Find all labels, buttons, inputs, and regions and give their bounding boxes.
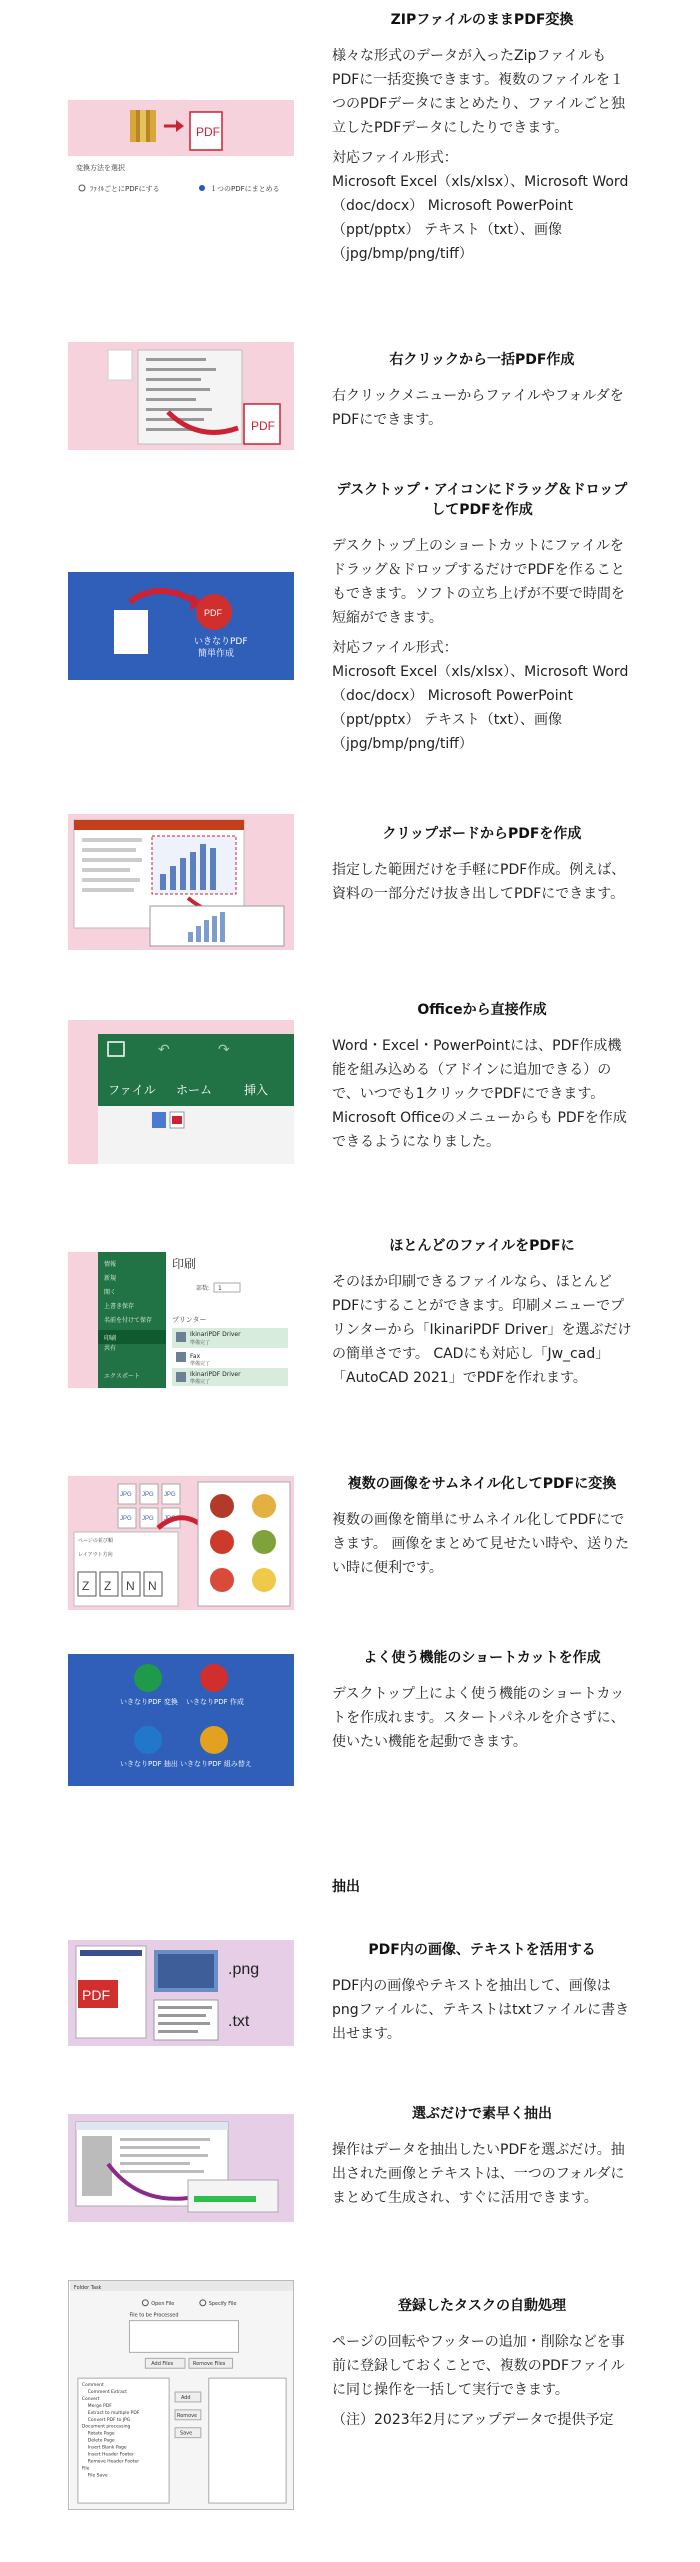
svg-text:JPG: JPG — [120, 1492, 132, 1498]
svg-text:Comment: Comment — [81, 2383, 104, 2389]
file-dialog-illustration — [68, 2114, 294, 2222]
section-title: 複数の画像をサムネイル化してPDFに変換 — [347, 1476, 617, 1492]
svg-text:N: N — [148, 1579, 157, 1593]
drag-drop-thumbnail — [68, 572, 294, 680]
svg-text:Comment Extract: Comment Extract — [87, 2390, 128, 2396]
svg-text:名前を付けて保存: 名前を付けて保存 — [104, 1317, 153, 1324]
section-title: ZIPファイルのままPDF変換 — [390, 12, 574, 28]
svg-text:印刷: 印刷 — [172, 1257, 197, 1271]
section-note: （注）2023年2月にアップデータで提供予定 — [332, 2412, 614, 2428]
svg-text:Add: Add — [181, 2394, 191, 2401]
svg-text:Remove Files: Remove Files — [192, 2361, 226, 2368]
svg-text:Remove: Remove — [177, 2412, 198, 2419]
svg-text:File to be Processed: File to be Processed — [129, 2312, 179, 2319]
extract-illustration — [68, 1940, 294, 2046]
section-body: PDF内の画像やテキストを抽出して、画像はpngファイルに、テキストはtxtファイルに書き出せます。 — [332, 1978, 630, 2042]
pdf-icon-label: PDF — [196, 125, 220, 139]
svg-text:挿入: 挿入 — [244, 1083, 269, 1097]
svg-text:共有: 共有 — [104, 1345, 117, 1352]
folder-task-window — [69, 2281, 294, 2509]
section-body: デスクトップ上によく使う機能のショートカットを作成れます。スタートパネルを介さずに、使いたい機能を起動できます。 — [332, 1686, 625, 1750]
svg-text:Add Files: Add Files — [151, 2361, 174, 2368]
extract-assets-thumbnail — [68, 1940, 294, 2046]
svg-text:エクスポート: エクスポート — [104, 1373, 140, 1380]
clipboard-thumbnail — [68, 814, 294, 950]
svg-text:JPG: JPG — [120, 1516, 132, 1522]
svg-text:IkinariPDF Driver: IkinariPDF Driver — [190, 1371, 241, 1378]
print-thumbnail — [68, 1252, 294, 1388]
section-body: 右クリックメニューからファイルやフォルダをPDFにできます。 — [332, 388, 624, 428]
image-thumbnail-illustration — [68, 1476, 294, 1610]
section-title: Officeから直接作成 — [417, 1002, 547, 1018]
zip-illustration — [68, 100, 294, 208]
section-formats: 対応ファイル形式： Microsoft Excel（xls/xlsx）、Microsoft Word（doc/docx） Microsoft PowerPoint（ppt/pptx） テキスト（txt）、画像（jpg/bmp/png/tiff） — [332, 150, 629, 262]
right-click-thumbnail — [68, 342, 294, 450]
section-body: そのほか印刷できるファイルなら、ほとんどPDFにすることができます。印刷メニューでプリンターから「IkinariPDF Driver」を選ぶだけの簡単さです。 CADにも対応し「Jw_cad」「AutoCAD 2021」でPDFを作れます。 — [332, 1274, 632, 1386]
section-body: 複数の画像を簡単にサムネイル化してPDFにできます。 画像をまとめて見せたい時や、送りたい時に便利です。 — [332, 1512, 630, 1576]
section-title: PDF内の画像、テキストを活用する — [368, 1942, 596, 1958]
section-body: Word・Excel・PowerPointには、PDF作成機能を組み込める（アドインに追加できる）ので、いつでも1クリックでPDFにできます。Microsoft Officeのメニューからも PDFを作成できるようになりました。 — [332, 1038, 627, 1150]
svg-text:JPG: JPG — [164, 1492, 176, 1498]
svg-text:準備完了: 準備完了 — [190, 1361, 211, 1367]
svg-text:JPG: JPG — [164, 1516, 176, 1522]
section-title: よく使う機能のショートカットを作成 — [363, 1650, 601, 1666]
svg-text:いきなりPDF 組み替え: いきなりPDF 組み替え — [180, 1760, 252, 1768]
section-title: デスクトップ・アイコンにドラッグ＆ドロップしてPDFを作成 — [336, 482, 628, 518]
svg-text:Convert PDF to JPG: Convert PDF to JPG — [87, 2417, 131, 2423]
svg-text:いきなりPDF 抽出: いきなりPDF 抽出 — [120, 1760, 178, 1768]
svg-text:JPG: JPG — [142, 1516, 154, 1522]
section-body: ページの回転やフッターの追加・削除などを事前に登録しておくことで、複数のPDFファイルに同じ操作を一括して実行できます。 — [332, 2334, 625, 2398]
svg-text:Delete Page: Delete Page — [87, 2438, 115, 2444]
svg-text:部数:: 部数: — [196, 1285, 211, 1292]
svg-text:Convert: Convert — [81, 2396, 100, 2402]
section-title: ほとんどのファイルをPDFに — [389, 1238, 575, 1254]
svg-text:情報: 情報 — [104, 1261, 117, 1268]
svg-text:Fax: Fax — [190, 1353, 201, 1360]
svg-text:印刷: 印刷 — [104, 1335, 117, 1342]
office-thumbnail — [68, 1020, 294, 1164]
svg-text:File: File — [81, 2466, 90, 2472]
section-title: クリップボードからPDFを作成 — [382, 826, 582, 842]
section-body: デスクトップ上のショートカットにファイルをドラッグ＆ドロップするだけでPDFを作ることもできます。ソフトの立ち上げが不要で時間を短縮ができます。 — [332, 538, 625, 626]
section-body: 操作はデータを抽出したいPDFを選ぶだけ。抽出された画像とテキストは、一つのフォルダにまとめて生成され、すぐに活用できます。 — [332, 2142, 625, 2206]
print-dialog-illustration — [68, 1252, 294, 1388]
section-title: 選ぶだけで素早く抽出 — [412, 2106, 552, 2122]
svg-text:レイアウト方向: レイアウト方向 — [78, 1552, 113, 1558]
svg-text:ホーム: ホーム — [176, 1083, 213, 1097]
section-title: 右クリックから一括PDF作成 — [389, 352, 575, 368]
svg-text:↶: ↶ — [158, 1042, 170, 1058]
clipboard-illustration — [68, 814, 294, 950]
svg-text:変換方法を選択: 変換方法を選択 — [76, 164, 125, 172]
svg-text:PDF: PDF — [204, 608, 222, 618]
svg-text:N: N — [126, 1579, 135, 1593]
svg-text:準備完了: 準備完了 — [190, 1340, 211, 1346]
svg-text:File Save: File Save — [87, 2473, 108, 2479]
pdf-icon-label: PDF — [251, 419, 275, 433]
svg-text:Open File: Open File — [151, 2300, 175, 2307]
zip-thumbnail — [68, 100, 294, 208]
svg-text:PDF: PDF — [82, 1987, 110, 2003]
svg-text:いきなりPDF 変換: いきなりPDF 変換 — [120, 1698, 178, 1706]
svg-text:Specify File: Specify File — [208, 2300, 237, 2307]
svg-text:.txt: .txt — [228, 2013, 250, 2030]
svg-text:Rotate Page: Rotate Page — [87, 2431, 115, 2437]
svg-text:JPG: JPG — [142, 1492, 154, 1498]
svg-text:Extract to multiple PDF: Extract to multiple PDF — [87, 2410, 140, 2416]
svg-text:1: 1 — [218, 1285, 222, 1292]
section-formats: 対応ファイル形式： Microsoft Excel（xls/xlsx）、Microsoft Word（doc/docx） Microsoft PowerPoint（ppt/pptx） テキスト（txt）、画像（jpg/bmp/png/tiff） — [332, 640, 629, 752]
context-menu-illustration — [68, 342, 294, 450]
task-automation-thumbnail — [68, 2280, 294, 2510]
svg-text:Insert Blank Page: Insert Blank Page — [87, 2445, 127, 2451]
svg-text:ファイル: ファイル — [108, 1083, 156, 1097]
svg-text:いきなりPDF: いきなりPDF — [194, 637, 248, 647]
svg-text:Save: Save — [180, 2430, 193, 2437]
quick-extract-thumbnail — [68, 2114, 294, 2222]
shortcuts-thumbnail — [68, 1654, 294, 1786]
shortcut-icons-illustration — [68, 1654, 294, 1786]
svg-text:準備完了: 準備完了 — [190, 1379, 211, 1385]
svg-text:プリンター: プリンター — [172, 1316, 207, 1324]
svg-text:Z: Z — [82, 1579, 90, 1593]
svg-text:簡単作成: 簡単作成 — [198, 649, 235, 659]
svg-text:いきなりPDF 作成: いきなりPDF 作成 — [186, 1698, 244, 1706]
svg-text:Document processing: Document processing — [81, 2424, 131, 2430]
svg-text:.png: .png — [228, 1961, 260, 1978]
category-heading-extract: 抽出 — [332, 1879, 360, 1895]
svg-text:Folder Task: Folder Task — [73, 2284, 102, 2291]
svg-text:IkinariPDF Driver: IkinariPDF Driver — [190, 1331, 241, 1338]
svg-text:１つのPDFにまとめる: １つのPDFにまとめる — [210, 185, 280, 193]
svg-text:Merge PDF: Merge PDF — [87, 2403, 112, 2409]
svg-text:ページの並び順: ページの並び順 — [78, 1538, 113, 1544]
svg-text:Z: Z — [104, 1579, 112, 1593]
svg-text:新規: 新規 — [104, 1275, 117, 1282]
section-title: 登録したタスクの自動処理 — [398, 2298, 566, 2314]
svg-text:上書き保存: 上書き保存 — [104, 1303, 135, 1310]
section-body: 様々な形式のデータが入ったZipファイルもPDFに一括変換できます。複数のファイルを１つのPDFデータにまとめたり、ファイルごと独立したPDFデータにしたりできます。 — [332, 48, 625, 136]
svg-text:Insert Header Footer: Insert Header Footer — [87, 2452, 134, 2458]
svg-text:Remove Header Footer: Remove Header Footer — [87, 2459, 140, 2465]
svg-text:ﾌｧｲﾙごとにPDFにする: ﾌｧｲﾙごとにPDFにする — [90, 185, 160, 193]
thumbnails-thumbnail — [68, 1476, 294, 1610]
section-body: 指定した範囲だけを手軽にPDF作成。例えば、資料の一部分だけ抜き出してPDFにできます。 — [332, 862, 626, 902]
svg-text:開く: 開く — [104, 1289, 117, 1296]
svg-text:↷: ↷ — [218, 1042, 230, 1058]
desktop-icon-illustration — [68, 572, 294, 680]
office-ribbon-illustration — [68, 1020, 294, 1164]
